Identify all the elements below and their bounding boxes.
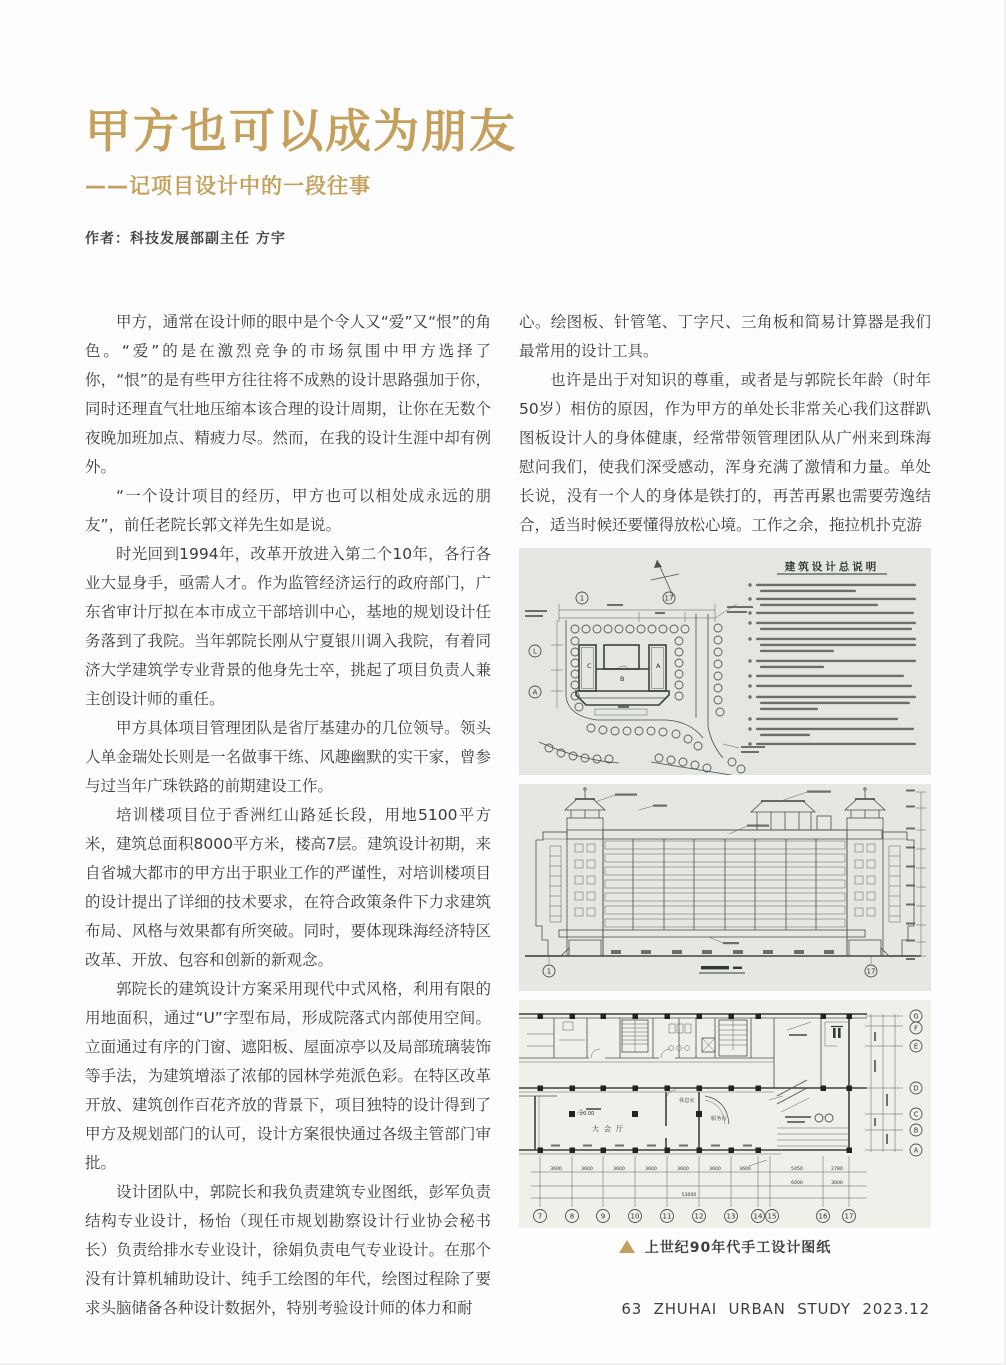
site-plan-drawing bbox=[519, 548, 931, 775]
elevation-axis-1: 1 bbox=[546, 967, 552, 976]
center-facade bbox=[559, 830, 865, 956]
site-block-A: A bbox=[656, 662, 661, 671]
site-axis-L: L bbox=[533, 647, 537, 656]
site-block-C: C bbox=[587, 662, 592, 671]
article-body bbox=[85, 308, 932, 1323]
design-notes-title: 建筑设计总说明 bbox=[784, 561, 880, 574]
figure-caption bbox=[519, 1237, 931, 1257]
article-author: 作者：科技发展部副主任 方宇 bbox=[85, 231, 286, 248]
dim-label: 3600 bbox=[550, 1167, 562, 1173]
elevation-drawing bbox=[519, 784, 931, 991]
paragraph: 甲方，通常在设计师的眼中是个令人又“爱”又“恨”的角色。“爱”的是在激烈竞争的市场氛围中甲方选择了你，“恨”的是有些甲方往往将不成熟的设计思路强加于你，同时还理直气壮地压缩本该合理的设计周期，让你在无数个夜晚加班加点、精疲力尽。然而，在我的设计生涯中却有例外。 bbox=[85, 313, 491, 477]
article-subtitle: ——记项目设计中的一段往事 bbox=[85, 174, 371, 199]
dim-label: 3600 bbox=[739, 1167, 751, 1173]
axis-bubble: 12 bbox=[694, 1212, 704, 1221]
site-axis-1: 1 bbox=[579, 594, 585, 603]
elevation-axis-17: 17 bbox=[866, 967, 876, 976]
axis-bubble: B bbox=[913, 1126, 919, 1135]
axis-bubble: D bbox=[913, 1084, 919, 1093]
axis-bubble: 17 bbox=[844, 1212, 854, 1221]
axis-bubble: C bbox=[913, 1110, 919, 1119]
paragraph: 心。绘图板、针管笔、丁字尺、三角板和简易计算器是我们最常用的设计工具。 bbox=[519, 313, 931, 361]
dim-label: 5450 bbox=[791, 1167, 803, 1173]
caption-text: 上世纪90年代手工设计图纸 bbox=[644, 1240, 832, 1257]
axis-bubble: A bbox=[913, 1146, 919, 1155]
paragraph: 也许是出于对知识的尊重，或者是与郭院长年龄（时年50岁）相仿的原因，作为甲方的单处长非常关心我们这群趴图板设计人的身体健康，经常带领管理团队从广州来到珠海慰问我们，使我们深受感动，浑身充满了激情和力量。单处长说，没有一个人的身体是铁打的，再苦再累也需要劳逸结合，适当时候还要懂得放松心境。工作之余，拖拉机扑克游 bbox=[519, 371, 931, 535]
paragraph: 郭院长的建筑设计方案采用现代中式风格，利用有限的用地面积，通过“U”字型布局，形成院落式内部使用空间。立面通过有序的门窗、遮阳板、屋面凉亭以及局部琉璃装饰等手法，为建筑增添了浓郁的园林学苑派色彩。在特区改革开放、建筑创作百花齐放的背景下，项目独特的设计得到了甲方及规划部门的认可，设计方案很快通过各级主管部门审批。 bbox=[85, 980, 491, 1173]
axis-bubble: 14 bbox=[753, 1212, 763, 1221]
axis-bubble: F bbox=[914, 1024, 918, 1033]
dim-label: 3600 bbox=[581, 1167, 593, 1173]
dim-label: 2780 bbox=[831, 1167, 843, 1173]
hall-label: 大会厅 bbox=[592, 1125, 628, 1134]
dim-label: 3600 bbox=[677, 1167, 689, 1173]
paragraph: 时光回到1994年，改革开放进入第二个10年，各行各业大显身手，亟需人才。作为监管经济运行的政府部门，广东省审计厅拟在本市成立干部培训中心，基地的规划设计任务落到了我院。当年郭院长刚从宁夏银川调入我院，有着同济大学建筑学专业背景的他身先士卒，挑起了项目负责人兼主创设计师的重任。 bbox=[85, 545, 491, 709]
dim-label: 3600 bbox=[709, 1167, 721, 1173]
axis-bubble: 16 bbox=[818, 1212, 828, 1221]
axis-bubble: G bbox=[913, 1012, 919, 1021]
dim-label: 3600 bbox=[613, 1167, 625, 1173]
axis-bubble: 7 bbox=[537, 1212, 543, 1221]
left-column bbox=[85, 308, 491, 1323]
axis-bubble: 15 bbox=[767, 1212, 777, 1221]
axis-bubble: 9 bbox=[600, 1212, 606, 1221]
dim-label: 3600 bbox=[645, 1167, 657, 1173]
axis-bubble: 11 bbox=[662, 1212, 672, 1221]
dim-label: 6000 bbox=[791, 1181, 803, 1187]
lounge-label: 休息室 bbox=[679, 1098, 695, 1105]
axis-bubble: 13 bbox=[726, 1212, 736, 1221]
axis-bubble: 8 bbox=[569, 1212, 575, 1221]
paragraph: “一个设计项目的经历，甲方也可以相处成永远的朋友”，前任老院长郭文祥先生如是说。 bbox=[85, 487, 491, 535]
right-column bbox=[519, 308, 931, 1323]
caption-triangle-icon bbox=[619, 1240, 635, 1253]
axis-bubble: 10 bbox=[630, 1212, 640, 1221]
article-title: 甲方也可以成为朋友 bbox=[85, 104, 517, 158]
site-axis-A: A bbox=[532, 688, 538, 697]
counter-label: 服务台 bbox=[711, 1116, 727, 1123]
level-label: ±0.00 bbox=[579, 1111, 595, 1118]
article-header bbox=[85, 104, 932, 248]
paragraph: 甲方具体项目管理团队是省厅基建办的几位领导。领头人单金瑞处长则是一名做事干练、风趣幽默的实干家，曾参与过当年广珠铁路的前期建设工作。 bbox=[85, 719, 491, 796]
page-footer: 63 ZHUHAI URBAN STUDY 2023.12 bbox=[621, 1300, 930, 1318]
paragraph: 设计团队中，郭院长和我负责建筑专业图纸，彭军负责结构专业设计，杨怡（现任市规划勘察设计行业协会秘书长）负责给排水专业设计，徐娟负责电气专业设计。在那个没有计算机辅助设计、纯手工绘图的年代，绘图过程除了要求头脑储备各种设计数据外，特别考验设计师的体力和耐 bbox=[85, 1183, 491, 1318]
figure-hand-drawings bbox=[519, 548, 931, 1257]
paragraph: 培训楼项目位于香洲红山路延长段，用地5100平方米，建筑总面积8000平方米，楼高7层。建筑设计初期，来自省城大都市的甲方出于职业工作的严谨性，对培训楼项目的设计提出了详细的技术要求，在符合政策条件下力求建筑布局、风格与效果都有所突破。同时，要体现珠海经济特区改革、开放、包容和创新的新观念。 bbox=[85, 806, 491, 970]
dim-label: 3000 bbox=[831, 1181, 843, 1187]
axis-bubble: E bbox=[913, 1042, 919, 1051]
site-axis-17: 17 bbox=[664, 594, 674, 603]
site-block-B: B bbox=[620, 675, 625, 684]
dim-label: 53000 bbox=[681, 1193, 697, 1199]
floor-plan-drawing bbox=[519, 1000, 931, 1228]
